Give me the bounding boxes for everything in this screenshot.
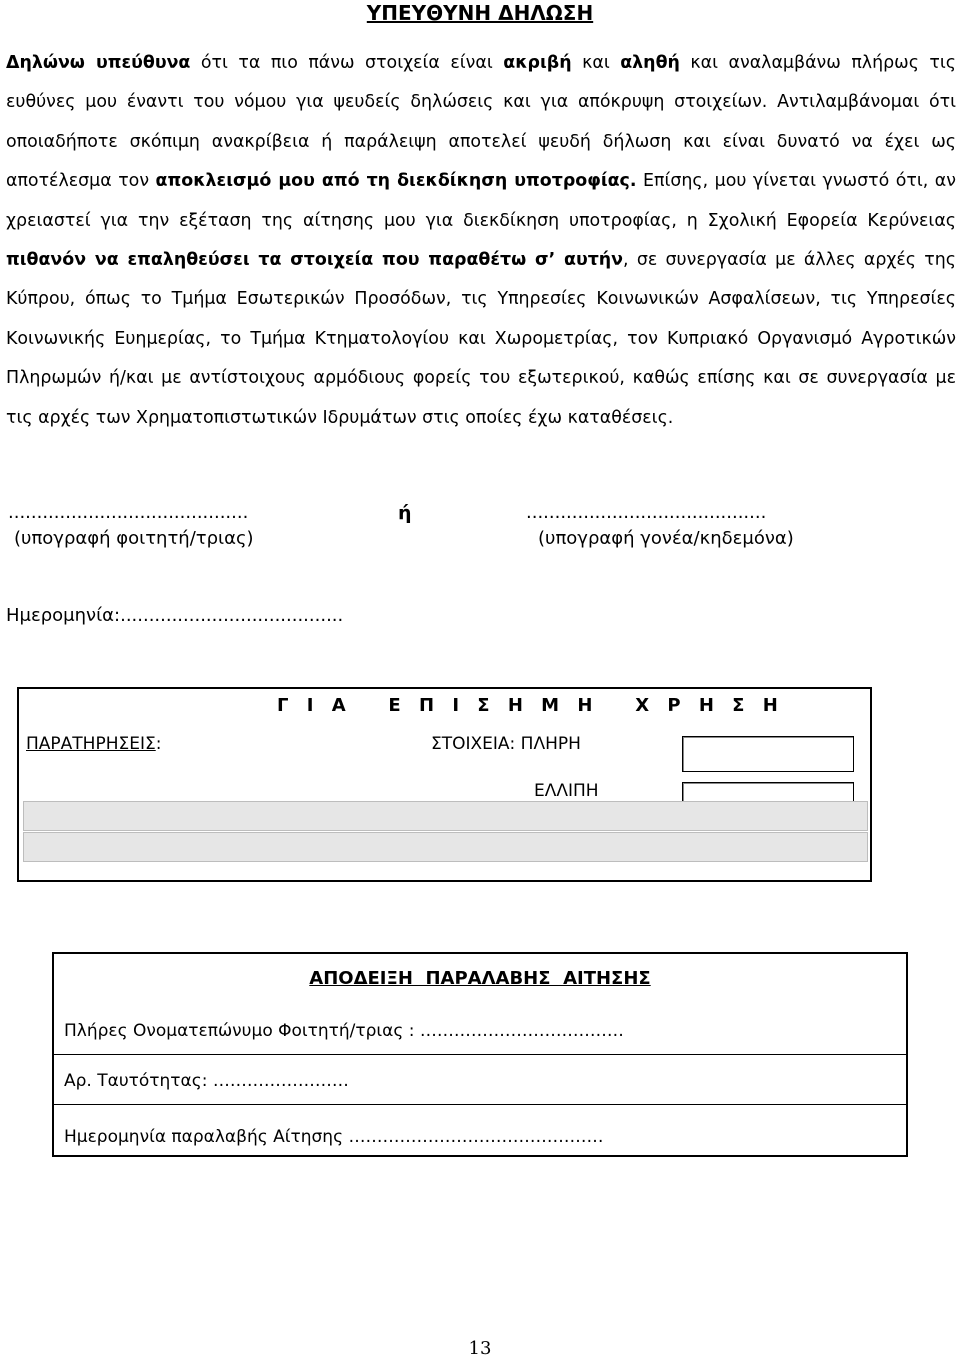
complete-checkbox[interactable] (682, 736, 854, 772)
remarks-label (26, 734, 161, 754)
official-use-title: Γ Ι Α Ε Π Ι Σ Η Μ Η Χ Ρ Η Σ Η (277, 695, 784, 716)
student-signature-line[interactable]: .......................................... (8, 502, 249, 523)
page-number: 13 (468, 1338, 492, 1359)
remarks-colon: : (155, 734, 162, 754)
document-title: ΥΠΕΥΘΥΝΗ ΔΗΛΩΣΗ (366, 1, 594, 25)
parent-signature-line[interactable]: .......................................... (526, 502, 767, 523)
declaration-accurate: ακριβή (503, 53, 572, 73)
receipt-id-field[interactable]: Αρ. Ταυτότητας: …………………… (64, 1071, 349, 1091)
receipt-divider (54, 1104, 906, 1105)
declaration-text-2: και (571, 53, 621, 73)
declaration-text-3: και αναλαμβάνω πλήρως τις ευθύνες μου έναντι του νόμου για ψευδείς δηλώσεις και για απόκρυψη στοιχείων. Αντιλαμβάνομαι ότι οποιαδήποτε σκόπιμη ανακρίβεια ή παράλειψη αποτελεί ψευδή δήλωση και είναι δυνατό να έχει ως αποτέλεσμα τον (6, 53, 956, 192)
declaration-verification: πιθανόν να επαληθεύσει τα στοιχεία που παραθέτω σ’ αυτήν (6, 250, 624, 271)
student-signature-caption: (υπογραφή φοιτητή/τριας) (14, 528, 254, 549)
receipt-section (52, 952, 908, 1157)
declaration-text-4: Επίσης, μου γίνεται γνωστό ότι, αν χρειαστεί για την εξέταση της αίτησης μου για διεκδίκηση υποτροφίας, η Σχολική Εφορεία Κερύνειας (6, 171, 956, 231)
receipt-full-name-field[interactable]: Πλήρες Ονοματεπώνυμο Φοιτητή/τριας : ……………………………… (64, 1021, 624, 1041)
receipt-date-field[interactable]: Ημερομηνία παραλαβής Αίτησης ……………………………………… (64, 1127, 604, 1147)
complete-label: ΣΤΟΙΧΕΙΑ: ΠΛΗΡΗ (431, 734, 581, 754)
incomplete-label: ΕΛΛΙΠΗ (534, 781, 599, 801)
parent-signature-caption: (υπογραφή γονέα/κηδεμόνα) (538, 528, 794, 549)
declaration-paragraph (6, 44, 956, 438)
declaration-text-1: ότι τα πιο πάνω στοιχεία είναι (190, 53, 504, 73)
signature-or: ή (398, 502, 412, 524)
declaration-true: αληθή (620, 53, 680, 73)
receipt-title: ΑΠΟΔΕΙΞΗ ΠΑΡΑΛΑΒΗΣ ΑΙΤΗΣΗΣ (309, 968, 651, 989)
declaration-lead: Δηλώνω υπεύθυνα (6, 53, 191, 73)
remarks-field-row-1[interactable] (23, 801, 868, 831)
remarks-label-text: ΠΑΡΑΤΗΡΗΣΕΙΣ (26, 734, 156, 754)
declaration-exclusion: αποκλεισμό μου από τη διεκδίκηση υποτροφίας. (155, 171, 637, 192)
receipt-divider (54, 1054, 906, 1055)
date-field[interactable]: Ημερομηνία:....................................... (6, 605, 344, 626)
remarks-field-row-2[interactable] (23, 832, 868, 862)
declaration-text-5: , σε συνεργασία με άλλες αρχές της Κύπρου, όπως το Τμήμα Εσωτερικών Προσόδων, τις Υπηρεσίες Κοινωνικών Ασφαλίσεων, τις Υπηρεσίες Κοινωνικής Ευημερίας, το Τμήμα Κτηματολογίου και Χωρομετρίας, τον Κυπριακό Οργανισμό Αγροτικών Πληρωμών ή/και με αντίστοιχους αρμόδιους φορείς του εξωτερικού, καθώς επίσης και σε συνεργασία με τις αρχές των Χρηματοπιστωτικών Ιδρυμάτων στις οποίες έχω καταθέσεις. (6, 250, 956, 428)
official-use-section (17, 687, 872, 882)
